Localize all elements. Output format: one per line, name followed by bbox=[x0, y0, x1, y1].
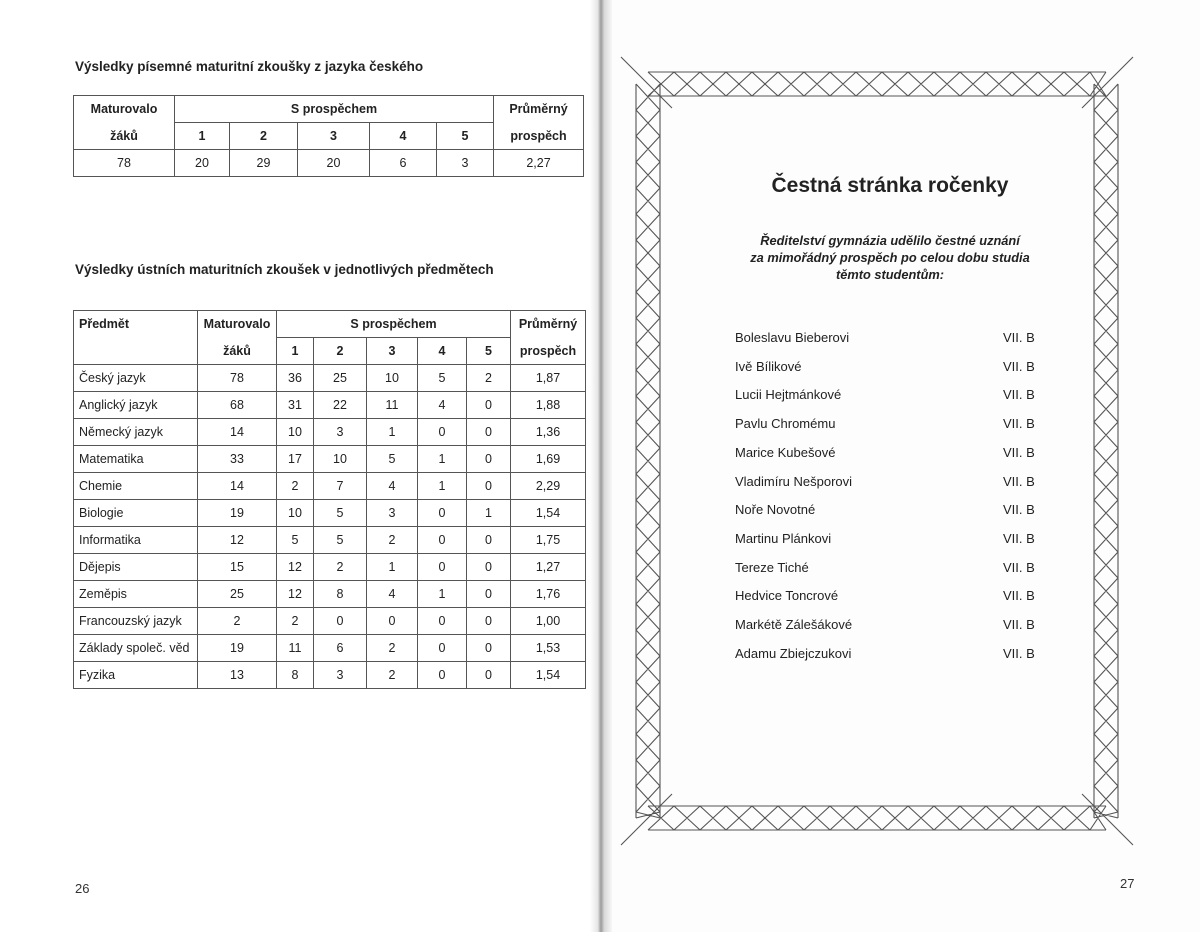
student-name: Vladimíru Nešporovi bbox=[735, 473, 853, 489]
cell-grade-3: 2 bbox=[367, 635, 418, 662]
cell-average: 1,00 bbox=[511, 608, 586, 635]
col-header-students: Maturovalo bbox=[198, 311, 277, 338]
col-header-average-2: prospěch bbox=[511, 338, 586, 365]
cell-grade-5: 0 bbox=[467, 446, 511, 473]
table-row bbox=[74, 446, 586, 473]
list-item bbox=[735, 445, 1055, 465]
cell-grade-1: 12 bbox=[277, 554, 314, 581]
col-header-grade-4: 4 bbox=[370, 123, 437, 150]
cell-grade-4: 0 bbox=[418, 554, 467, 581]
cell-students: 15 bbox=[198, 554, 277, 581]
cell-grade-5: 2 bbox=[467, 365, 511, 392]
list-item bbox=[735, 560, 1055, 580]
student-name: Boleslavu Bieberovi bbox=[735, 330, 850, 345]
cell-grade-2: 5 bbox=[314, 500, 367, 527]
cell-students: 33 bbox=[198, 446, 277, 473]
cell-grade-5: 0 bbox=[467, 581, 511, 608]
cell-grade-3: 2 bbox=[367, 662, 418, 689]
table-row bbox=[74, 150, 584, 177]
cell-grade-3: 11 bbox=[367, 392, 418, 419]
student-class: VII. B bbox=[1003, 473, 1035, 489]
cell-grade-4: 0 bbox=[418, 527, 467, 554]
cell-students: 68 bbox=[198, 392, 277, 419]
student-name: Pavlu Chromému bbox=[735, 416, 836, 432]
student-class: VII. B bbox=[1003, 588, 1035, 604]
student-class: VII. B bbox=[1003, 358, 1035, 374]
list-item bbox=[735, 502, 1055, 522]
cell-grade-5: 0 bbox=[467, 662, 511, 689]
cell-grade-2: 25 bbox=[314, 365, 367, 392]
cell-grade-1: 10 bbox=[277, 419, 314, 446]
cell-students: 2 bbox=[198, 608, 277, 635]
cell-subject: Francouzský jazyk bbox=[74, 608, 198, 635]
list-item bbox=[735, 646, 1055, 666]
cell-grade-3: 3 bbox=[367, 500, 418, 527]
table-row bbox=[74, 554, 586, 581]
cell-subject: Anglický jazyk bbox=[74, 392, 198, 419]
student-name: Lucii Hejtmánkové bbox=[735, 387, 842, 403]
list-item bbox=[735, 416, 1055, 436]
col-header-grade-1: 1 bbox=[277, 338, 314, 365]
cell-grade-4: 0 bbox=[418, 419, 467, 446]
student-name: Markétě Zálešákové bbox=[735, 617, 853, 632]
table-header-row bbox=[74, 311, 586, 338]
cell-students: 25 bbox=[198, 581, 277, 608]
cell-grade-3: 0 bbox=[367, 608, 418, 635]
table-row bbox=[74, 662, 586, 689]
cell-average: 1,27 bbox=[511, 554, 586, 581]
col-header-grade-2: 2 bbox=[230, 123, 298, 150]
student-class: VII. B bbox=[1003, 444, 1035, 460]
cell-average: 1,75 bbox=[511, 527, 586, 554]
col-header-students: Maturovalo bbox=[74, 96, 175, 123]
student-name: Tereze Tiché bbox=[735, 559, 809, 575]
table-row bbox=[74, 527, 586, 554]
cell-subject: Matematika bbox=[74, 446, 198, 473]
table-header-row bbox=[74, 123, 584, 150]
cell-average: 1,76 bbox=[511, 581, 586, 608]
cell-grade-3: 2 bbox=[367, 527, 418, 554]
cell-grade-1: 10 bbox=[277, 500, 314, 527]
student-name: Hedvice Toncrové bbox=[735, 588, 839, 604]
cell-grade-3: 1 bbox=[367, 554, 418, 581]
list-item bbox=[735, 359, 1055, 379]
cell-grade-1: 20 bbox=[175, 150, 230, 177]
col-header-grade-2: 2 bbox=[314, 338, 367, 365]
col-header-grades: S prospěchem bbox=[175, 96, 494, 123]
cell-grade-4: 6 bbox=[370, 150, 437, 177]
cell-subject: Základy společ. věd bbox=[74, 635, 198, 662]
cell-grade-5: 0 bbox=[467, 419, 511, 446]
cell-average: 1,53 bbox=[511, 635, 586, 662]
col-header-grade-5: 5 bbox=[467, 338, 511, 365]
cell-grade-2: 5 bbox=[314, 527, 367, 554]
cell-average: 1,54 bbox=[511, 662, 586, 689]
table-header-row bbox=[74, 96, 584, 123]
student-name: Ivě Bílikové bbox=[735, 358, 802, 374]
honor-subtitle bbox=[715, 232, 1065, 283]
student-class: VII. B bbox=[1003, 416, 1035, 432]
cell-subject: Zeměpis bbox=[74, 581, 198, 608]
cell-grade-2: 10 bbox=[314, 446, 367, 473]
cell-students: 19 bbox=[198, 635, 277, 662]
cell-grade-2: 7 bbox=[314, 473, 367, 500]
student-class: VII. B bbox=[1003, 502, 1035, 518]
table-row bbox=[74, 419, 586, 446]
cell-grade-3: 4 bbox=[367, 581, 418, 608]
cell-average: 1,36 bbox=[511, 419, 586, 446]
cell-grade-3: 20 bbox=[298, 150, 370, 177]
table-row bbox=[74, 581, 586, 608]
cell-grade-2: 3 bbox=[314, 662, 367, 689]
page-number-left: 26 bbox=[75, 881, 90, 896]
cell-grade-2: 2 bbox=[314, 554, 367, 581]
student-class: VII. B bbox=[1003, 645, 1035, 661]
col-header-subject-blank bbox=[74, 338, 198, 365]
student-class: VII. B bbox=[1003, 330, 1035, 345]
table-row bbox=[74, 608, 586, 635]
col-header-grade-4: 4 bbox=[418, 338, 467, 365]
cell-subject: Fyzika bbox=[74, 662, 198, 689]
col-header-grade-1: 1 bbox=[175, 123, 230, 150]
student-name: Martinu Plánkovi bbox=[735, 530, 832, 546]
cell-subject: Informatika bbox=[74, 527, 198, 554]
written-exam-title: Výsledky písemné maturitní zkoušky z jazyka českého bbox=[75, 59, 424, 74]
cell-grade-4: 0 bbox=[418, 500, 467, 527]
cell-grade-4: 1 bbox=[418, 581, 467, 608]
cell-grade-5: 3 bbox=[437, 150, 494, 177]
col-header-grade-3: 3 bbox=[298, 123, 370, 150]
cell-grade-3: 5 bbox=[367, 446, 418, 473]
cell-subject: Biologie bbox=[74, 500, 198, 527]
cell-grade-4: 1 bbox=[418, 446, 467, 473]
cell-grade-1: 17 bbox=[277, 446, 314, 473]
cell-grade-4: 0 bbox=[418, 608, 467, 635]
col-header-average-2: prospěch bbox=[494, 123, 584, 150]
cell-grade-4: 1 bbox=[418, 473, 467, 500]
cell-grade-2: 22 bbox=[314, 392, 367, 419]
cell-grade-1: 8 bbox=[277, 662, 314, 689]
cell-grade-4: 5 bbox=[418, 365, 467, 392]
cell-grade-3: 1 bbox=[367, 419, 418, 446]
cell-grade-5: 1 bbox=[467, 500, 511, 527]
cell-average: 2,27 bbox=[494, 150, 584, 177]
cell-average: 2,29 bbox=[511, 473, 586, 500]
list-item bbox=[735, 588, 1055, 608]
cell-students: 78 bbox=[74, 150, 175, 177]
cell-grade-4: 0 bbox=[418, 662, 467, 689]
cell-grade-5: 0 bbox=[467, 608, 511, 635]
col-header-subject: Předmět bbox=[74, 311, 198, 338]
cell-students: 12 bbox=[198, 527, 277, 554]
table-row bbox=[74, 500, 586, 527]
oral-exam-title: Výsledky ústních maturitních zkoušek v jednotlivých předmětech bbox=[75, 262, 494, 277]
cell-grade-2: 29 bbox=[230, 150, 298, 177]
cell-grade-5: 0 bbox=[467, 473, 511, 500]
cell-grade-1: 2 bbox=[277, 473, 314, 500]
cell-subject: Německý jazyk bbox=[74, 419, 198, 446]
list-item bbox=[735, 387, 1055, 407]
cell-students: 13 bbox=[198, 662, 277, 689]
cell-grade-2: 3 bbox=[314, 419, 367, 446]
list-item bbox=[735, 617, 1055, 637]
cell-grade-1: 31 bbox=[277, 392, 314, 419]
cell-grade-2: 8 bbox=[314, 581, 367, 608]
cell-grade-5: 0 bbox=[467, 392, 511, 419]
written-exam-table bbox=[73, 95, 584, 177]
oral-exam-table bbox=[73, 310, 586, 689]
col-header-average: Průměrný bbox=[511, 311, 586, 338]
student-name: Noře Novotné bbox=[735, 502, 816, 518]
cell-grade-5: 0 bbox=[467, 635, 511, 662]
cell-subject: Chemie bbox=[74, 473, 198, 500]
cell-students: 78 bbox=[198, 365, 277, 392]
col-header-grade-5: 5 bbox=[437, 123, 494, 150]
cell-grade-1: 11 bbox=[277, 635, 314, 662]
student-name: Marice Kubešové bbox=[735, 444, 836, 460]
col-header-students-2: žáků bbox=[74, 123, 175, 150]
page-title: Čestná stránka ročenky bbox=[771, 174, 1009, 197]
cell-students: 14 bbox=[198, 473, 277, 500]
col-header-students-2: žáků bbox=[198, 338, 277, 365]
col-header-grades: S prospěchem bbox=[277, 311, 511, 338]
col-header-average: Průměrný bbox=[494, 96, 584, 123]
cell-average: 1,69 bbox=[511, 446, 586, 473]
cell-grade-5: 0 bbox=[467, 554, 511, 581]
list-item bbox=[735, 474, 1055, 494]
cell-grade-1: 5 bbox=[277, 527, 314, 554]
cell-grade-1: 36 bbox=[277, 365, 314, 392]
subtitle-line-3: těmto studentům: bbox=[835, 267, 945, 282]
cell-grade-1: 12 bbox=[277, 581, 314, 608]
book-spine bbox=[590, 0, 612, 932]
page-number-right: 27 bbox=[1120, 876, 1135, 891]
table-row bbox=[74, 365, 586, 392]
cell-grade-3: 10 bbox=[367, 365, 418, 392]
cell-average: 1,88 bbox=[511, 392, 586, 419]
cell-average: 1,54 bbox=[511, 500, 586, 527]
subtitle-line-1: Ředitelství gymnázia udělilo čestné uznání bbox=[760, 233, 1020, 248]
student-class: VII. B bbox=[1003, 559, 1035, 575]
student-class: VII. B bbox=[1003, 530, 1035, 546]
cell-subject: Český jazyk bbox=[74, 365, 198, 392]
cell-grade-1: 2 bbox=[277, 608, 314, 635]
list-item bbox=[735, 330, 1055, 350]
list-item bbox=[735, 531, 1055, 551]
cell-subject: Dějepis bbox=[74, 554, 198, 581]
cell-grade-4: 0 bbox=[418, 635, 467, 662]
cell-grade-2: 0 bbox=[314, 608, 367, 635]
table-row bbox=[74, 635, 586, 662]
cell-grade-4: 4 bbox=[418, 392, 467, 419]
table-header-row bbox=[74, 338, 586, 365]
subtitle-line-2: za mimořádný prospěch po celou dobu studia bbox=[750, 250, 1030, 265]
table-row bbox=[74, 473, 586, 500]
cell-grade-3: 4 bbox=[367, 473, 418, 500]
cell-average: 1,87 bbox=[511, 365, 586, 392]
col-header-grade-3: 3 bbox=[367, 338, 418, 365]
student-class: VII. B bbox=[1003, 387, 1035, 403]
cell-grade-5: 0 bbox=[467, 527, 511, 554]
student-name: Adamu Zbiejczukovi bbox=[735, 645, 852, 661]
cell-students: 19 bbox=[198, 500, 277, 527]
table-row bbox=[74, 392, 586, 419]
student-class: VII. B bbox=[1003, 617, 1035, 632]
cell-grade-2: 6 bbox=[314, 635, 367, 662]
cell-students: 14 bbox=[198, 419, 277, 446]
